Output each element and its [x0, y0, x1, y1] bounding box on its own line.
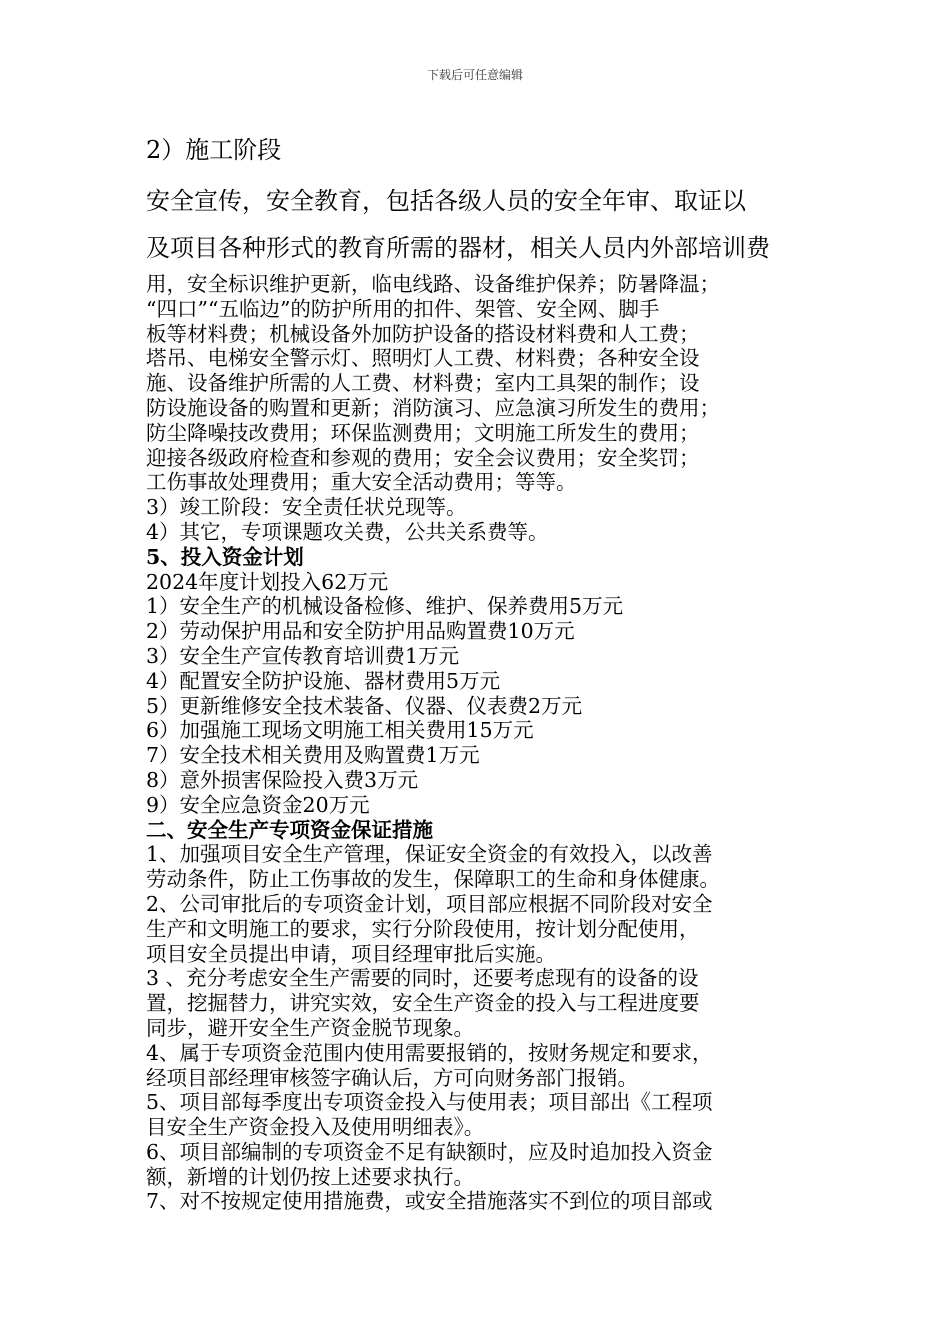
- document-body: [146, 272, 846, 1214]
- text-line: 3 、充分考虑安全生产需要的同时，还要考虑现有的设备的设: [146, 966, 699, 991]
- list-item: 4）配置安全防护设施、器材费用5万元: [146, 668, 501, 693]
- text-line: 防尘降噪技改费用；环保监测费用；文明施工所发生的费用；: [146, 420, 700, 445]
- page-header-note: 下载后可任意编辑: [426, 68, 523, 82]
- list-item: 1）安全生产的机械设备检修、维护、保养费用5万元: [146, 594, 624, 619]
- list-item: 8）意外损害保险投入费3万元: [146, 767, 419, 792]
- text-line: 5、项目部每季度出专项资金投入与使用表；项目部出《工程项: [146, 1090, 713, 1115]
- list-item: 7）安全技术相关费用及购置费1万元: [146, 743, 480, 768]
- paragraph-line: 安全宣传，安全教育，包括各级人员的安全年审、取证以: [146, 187, 746, 215]
- paragraph-line: 及项目各种形式的教育所需的器材，相关人员内外部培训费: [146, 234, 770, 262]
- text-line: 3）竣工阶段：安全责任状兑现等。: [146, 495, 467, 520]
- list-item: 5）更新维修安全技术装备、仪器、仪表费2万元: [146, 693, 583, 718]
- section-heading: 5、投入资金计划: [146, 544, 304, 569]
- list-item: 2）劳动保护用品和安全防护用品购置费10万元: [146, 619, 575, 644]
- text-line: 6、项目部编制的专项资金不足有缺额时，应及时追加投入资金: [146, 1139, 713, 1164]
- text-line: 塔吊、电梯安全警示灯、照明灯人工费、材料费；各种安全设: [146, 346, 700, 371]
- text-line: 防设施设备的购置和更新；消防演习、应急演习所发生的费用；: [146, 395, 720, 420]
- text-line: 1、加强项目安全生产管理，保证安全资金的有效投入，以改善: [146, 842, 713, 867]
- text-line: 劳动条件，防止工伤事故的发生，保障职工的生命和身体健康。: [146, 867, 720, 892]
- text-line: 用，安全标识维护更新，临电线路、设备维护保养；防暑降温；: [146, 272, 720, 296]
- text-line: 2024年度计划投入62万元: [146, 569, 389, 594]
- text-line: 置，挖掘替力，讲究实效，安全生产资金的投入与工程进度要: [146, 991, 700, 1016]
- section-heading: 二、安全生产专项资金保证措施: [146, 817, 433, 842]
- text-line: 目安全生产资金投入及使用明细表》。: [146, 1115, 485, 1140]
- text-line: 7、对不按规定使用措施费，或安全措施落实不到位的项目部或: [146, 1189, 713, 1214]
- section-heading: 2）施工阶段: [146, 136, 282, 164]
- text-line: “四口”“五临边”的防护所用的扣件、架管、安全网、脚手: [146, 296, 660, 321]
- list-item: 3）安全生产宣传教育培训费1万元: [146, 643, 460, 668]
- text-line: 2、公司审批后的专项资金计划，项目部应根据不同阶段对安全: [146, 891, 713, 916]
- text-line: 经项目部经理审核签字确认后，方可向财务部门报销。: [146, 1065, 638, 1090]
- text-line: 项目安全员提出申请，项目经理审批后实施。: [146, 941, 556, 966]
- text-line: 4、属于专项资金范围内使用需要报销的，按财务规定和要求，: [146, 1040, 713, 1065]
- text-line: 额，新增的计划仍按上述要求执行。: [146, 1164, 474, 1189]
- text-line: 施、设备维护所需的人工费、材料费；室内工具架的制作；设: [146, 371, 700, 396]
- text-line: 同步，避开安全生产资金脱节现象。: [146, 1015, 474, 1040]
- text-line: 工伤事故处理费用；重大安全活动费用；等等。: [146, 470, 577, 495]
- text-line: 板等材料费；机械设备外加防护设备的搭设材料费和人工费；: [146, 321, 700, 346]
- text-line: 迎接各级政府检查和参观的费用；安全会议费用；安全奖罚；: [146, 445, 700, 470]
- list-item: 9）安全应急资金20万元: [146, 792, 370, 817]
- list-item: 6）加强施工现场文明施工相关费用15万元: [146, 718, 534, 743]
- text-line: 4）其它，专项课题攻关费，公共关系费等。: [146, 519, 549, 544]
- text-line: 生产和文明施工的要求，实行分阶段使用，按计划分配使用，: [146, 916, 700, 941]
